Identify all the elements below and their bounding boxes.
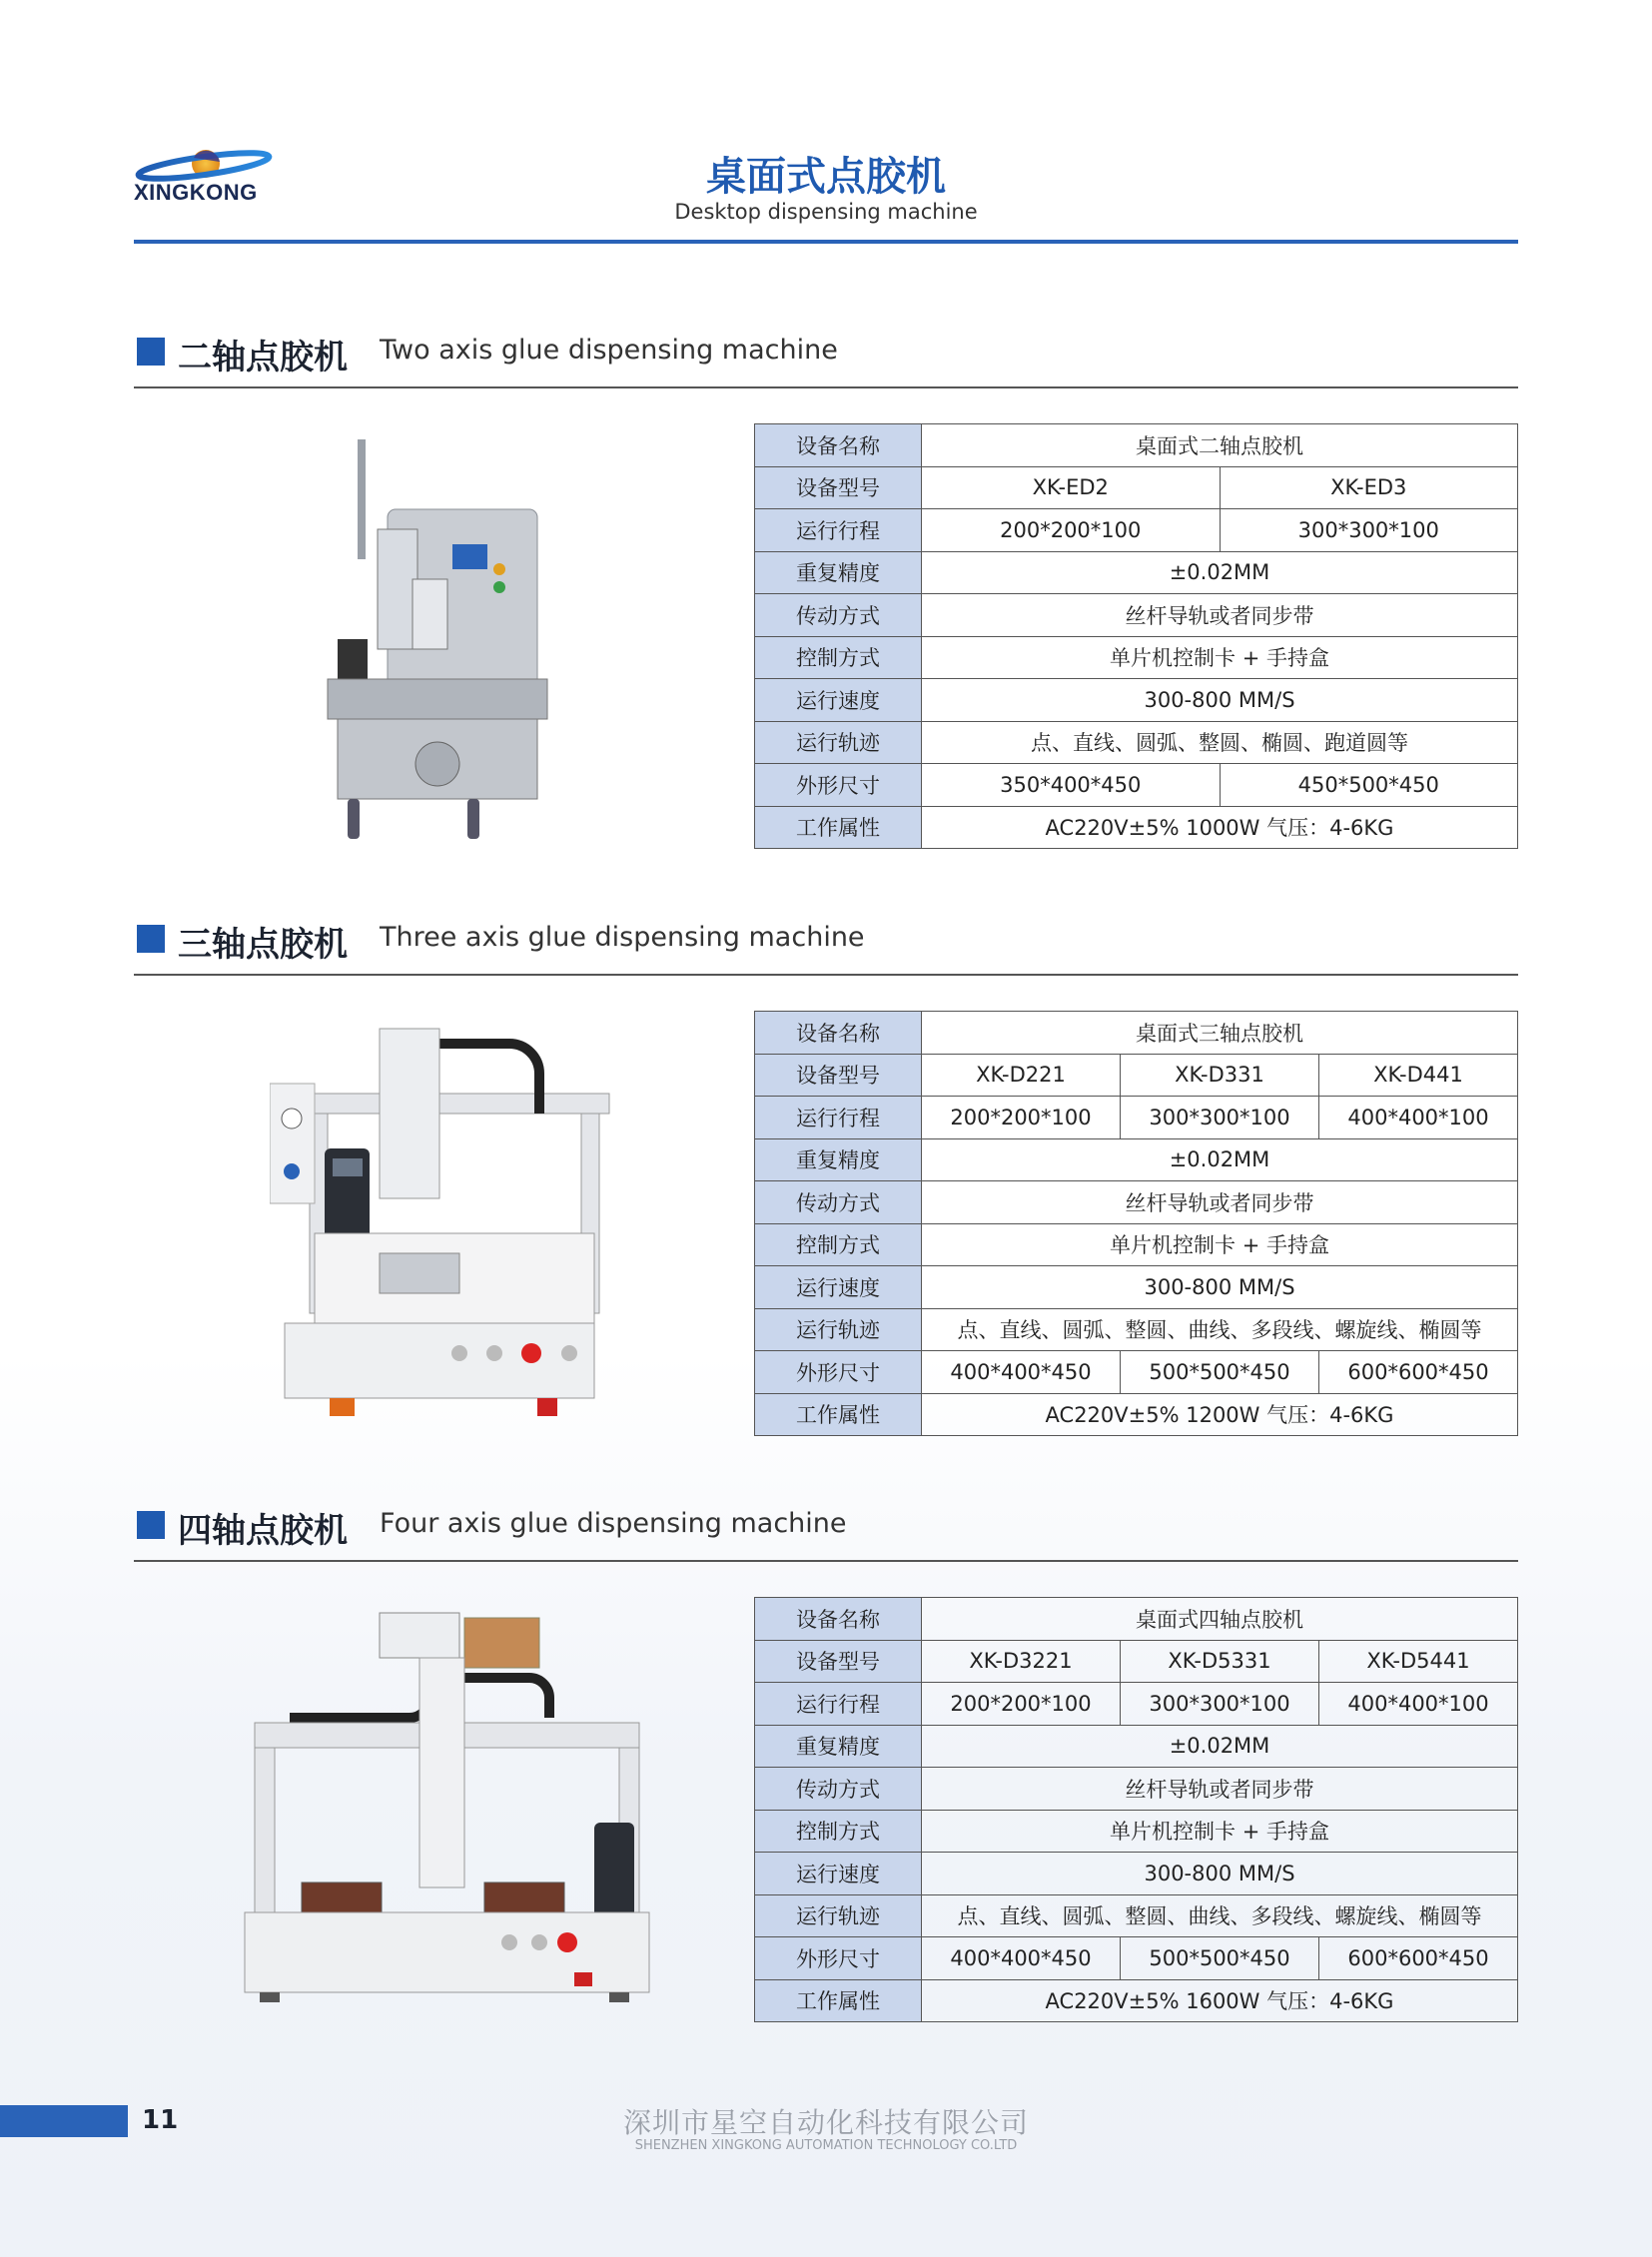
value-cell: 500*500*450 (1121, 1351, 1319, 1394)
section-divider (134, 974, 1518, 976)
value-cell: XK-ED2 (922, 466, 1221, 509)
value-cell: ±0.02MM (922, 1725, 1518, 1768)
value-cell: 200*200*100 (922, 1097, 1121, 1139)
value-cell: 点、直线、圆弧、整圆、曲线、多段线、螺旋线、椭圆等 (922, 1894, 1518, 1937)
value-cell: 500*500*450 (1121, 1937, 1319, 1980)
label-cell: 工作属性 (755, 1393, 922, 1436)
page-subtitle: Desktop dispensing machine (674, 200, 978, 224)
label-cell: 外形尺寸 (755, 764, 922, 807)
label-cell: 运行轨迹 (755, 1894, 922, 1937)
spec-table-three-axis (754, 1011, 1518, 1436)
value-cell: 桌面式四轴点胶机 (922, 1598, 1518, 1641)
value-cell: 丝杆导轨或者同步带 (922, 1768, 1518, 1811)
value-cell: XK-D441 (1319, 1054, 1518, 1097)
label-cell: 传动方式 (755, 1181, 922, 1224)
label-cell: 设备型号 (755, 466, 922, 509)
value-cell: XK-ED3 (1220, 466, 1518, 509)
label-cell: 运行行程 (755, 1683, 922, 1726)
label-cell: 运行轨迹 (755, 721, 922, 764)
section-divider (134, 1560, 1518, 1562)
label-cell: 控制方式 (755, 636, 922, 679)
label-cell: 设备型号 (755, 1640, 922, 1683)
section-title-cn: 二轴点胶机 (178, 338, 348, 377)
value-cell: 300-800 MM/S (922, 1266, 1518, 1309)
two-axis-machine-image (318, 429, 557, 849)
value-cell: XK-D5331 (1121, 1640, 1319, 1683)
value-cell: 350*400*450 (922, 764, 1221, 807)
value-cell: 点、直线、圆弧、整圆、椭圆、跑道圆等 (922, 721, 1518, 764)
value-cell: 点、直线、圆弧、整圆、曲线、多段线、螺旋线、椭圆等 (922, 1308, 1518, 1351)
four-axis-machine-image (240, 1608, 659, 2012)
label-cell: 运行速度 (755, 679, 922, 722)
label-cell: 设备名称 (755, 424, 922, 467)
label-cell: 设备名称 (755, 1012, 922, 1055)
section-title-en: Four axis glue dispensing machine (380, 1508, 847, 1539)
label-cell: 外形尺寸 (755, 1937, 922, 1980)
company-name-cn: 深圳市星空自动化科技有限公司 (622, 2106, 1029, 2139)
label-cell: 工作属性 (755, 806, 922, 849)
value-cell: AC220V±5% 1200W 气压：4-6KG (922, 1393, 1518, 1436)
value-cell: XK-D331 (1121, 1054, 1319, 1097)
value-cell: AC220V±5% 1600W 气压：4-6KG (922, 1979, 1518, 2022)
value-cell: XK-D5441 (1319, 1640, 1518, 1683)
value-cell: 400*400*100 (1319, 1683, 1518, 1726)
label-cell: 运行速度 (755, 1853, 922, 1895)
spec-table-four-axis (754, 1597, 1518, 2022)
value-cell: 300*300*100 (1121, 1683, 1319, 1726)
section-marker (137, 338, 165, 366)
value-cell: 单片机控制卡 + 手持盒 (922, 636, 1518, 679)
section-title-en: Two axis glue dispensing machine (380, 335, 838, 366)
header-divider (134, 240, 1518, 244)
page-number: 11 (142, 2105, 179, 2135)
section-title-cn: 四轴点胶机 (178, 1511, 348, 1551)
value-cell: XK-D3221 (922, 1640, 1121, 1683)
value-cell: 600*600*450 (1319, 1351, 1518, 1394)
value-cell: 600*600*450 (1319, 1937, 1518, 1980)
value-cell: ±0.02MM (922, 551, 1518, 594)
section-title-cn: 三轴点胶机 (178, 925, 348, 965)
value-cell: 400*400*100 (1319, 1097, 1518, 1139)
value-cell: 单片机控制卡 + 手持盒 (922, 1810, 1518, 1853)
value-cell: 桌面式二轴点胶机 (922, 424, 1518, 467)
label-cell: 重复精度 (755, 1138, 922, 1181)
value-cell: 单片机控制卡 + 手持盒 (922, 1223, 1518, 1266)
label-cell: 运行行程 (755, 1097, 922, 1139)
value-cell: 400*400*450 (922, 1937, 1121, 1980)
value-cell: 丝杆导轨或者同步带 (922, 1181, 1518, 1224)
logo-text: XINGKONG (134, 180, 258, 205)
label-cell: 传动方式 (755, 1768, 922, 1811)
section-divider (134, 386, 1518, 388)
value-cell: 400*400*450 (922, 1351, 1121, 1394)
value-cell: 450*500*450 (1220, 764, 1518, 807)
value-cell: 桌面式三轴点胶机 (922, 1012, 1518, 1055)
label-cell: 运行轨迹 (755, 1308, 922, 1351)
value-cell: 300*300*100 (1121, 1097, 1319, 1139)
section-marker (137, 925, 165, 953)
company-name-en: SHENZHEN XINGKONG AUTOMATION TECHNOLOGY CO.LTD (634, 2138, 1018, 2153)
label-cell: 工作属性 (755, 1979, 922, 2022)
value-cell: 300-800 MM/S (922, 679, 1518, 722)
three-axis-machine-image (270, 1024, 619, 1423)
value-cell: 丝杆导轨或者同步带 (922, 594, 1518, 637)
label-cell: 控制方式 (755, 1810, 922, 1853)
label-cell: 控制方式 (755, 1223, 922, 1266)
page-title: 桌面式点胶机 (706, 154, 946, 200)
label-cell: 重复精度 (755, 1725, 922, 1768)
label-cell: 外形尺寸 (755, 1351, 922, 1394)
section-title-en: Three axis glue dispensing machine (380, 922, 865, 953)
value-cell: 200*200*100 (922, 1683, 1121, 1726)
section-marker (137, 1511, 165, 1539)
value-cell: 300*300*100 (1220, 509, 1518, 552)
value-cell: ±0.02MM (922, 1138, 1518, 1181)
label-cell: 运行行程 (755, 509, 922, 552)
spec-table-two-axis (754, 423, 1518, 849)
value-cell: AC220V±5% 1000W 气压：4-6KG (922, 806, 1518, 849)
value-cell: 300-800 MM/S (922, 1853, 1518, 1895)
value-cell: 200*200*100 (922, 509, 1221, 552)
label-cell: 设备名称 (755, 1598, 922, 1641)
label-cell: 运行速度 (755, 1266, 922, 1309)
label-cell: 设备型号 (755, 1054, 922, 1097)
value-cell: XK-D221 (922, 1054, 1121, 1097)
label-cell: 重复精度 (755, 551, 922, 594)
label-cell: 传动方式 (755, 594, 922, 637)
